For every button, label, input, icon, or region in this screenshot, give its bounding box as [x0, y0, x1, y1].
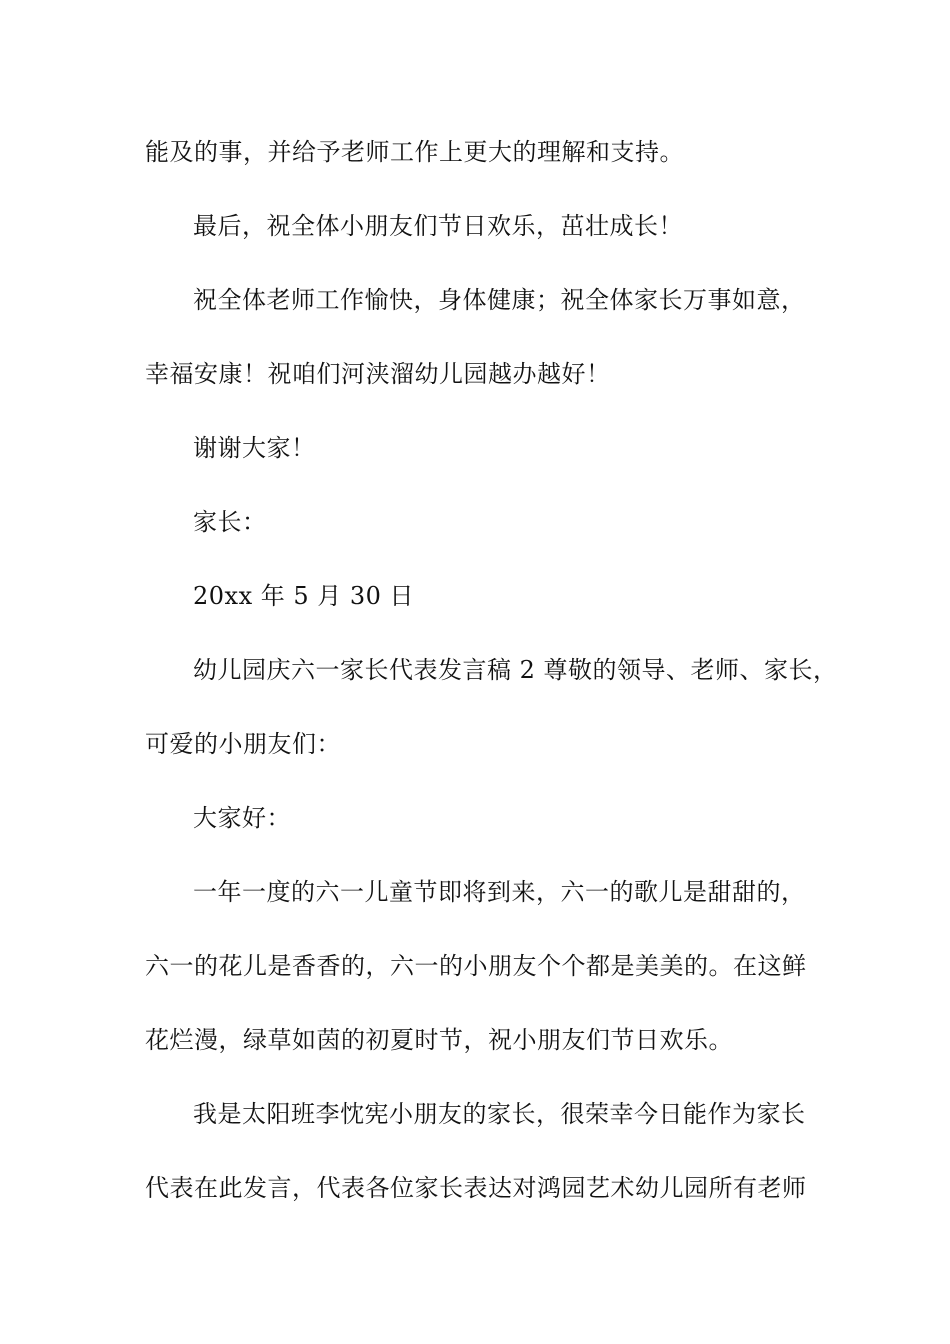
text-line: 幼儿园庆六一家长代表发言稿 2 尊敬的领导、老师、家长，	[193, 656, 838, 684]
text-line: 谢谢大家！	[193, 434, 316, 462]
text-line: 一年一度的六一儿童节即将到来，六一的歌儿是甜甜的，	[193, 878, 806, 906]
date-line: 20xx 年 5 月 30 日	[193, 582, 415, 610]
text-line: 六一的花儿是香香的，六一的小朋友个个都是美美的。在这鲜	[145, 952, 807, 980]
text-line: 花烂漫，绿草如茵的初夏时节，祝小朋友们节日欢乐。	[145, 1026, 733, 1054]
text-line: 代表在此发言，代表各位家长表达对鸿园艺术幼儿园所有老师	[145, 1174, 807, 1202]
text-line: 可爱的小朋友们：	[145, 730, 341, 758]
text-line: 我是太阳班李忱宪小朋友的家长，很荣幸今日能作为家长	[193, 1100, 806, 1128]
document-body	[145, 128, 838, 1238]
text-line: 能及的事，并给予老师工作上更大的理解和支持。	[145, 138, 684, 166]
text-line: 最后，祝全体小朋友们节日欢乐，茁壮成长！	[193, 212, 683, 240]
text-line: 大家好：	[193, 804, 291, 832]
text-line: 祝全体老师工作愉快，身体健康；祝全体家长万事如意，	[193, 286, 806, 314]
text-line: 家长：	[193, 508, 267, 536]
text-line: 幸福安康！祝咱们河浃溜幼儿园越办越好！	[145, 360, 611, 388]
